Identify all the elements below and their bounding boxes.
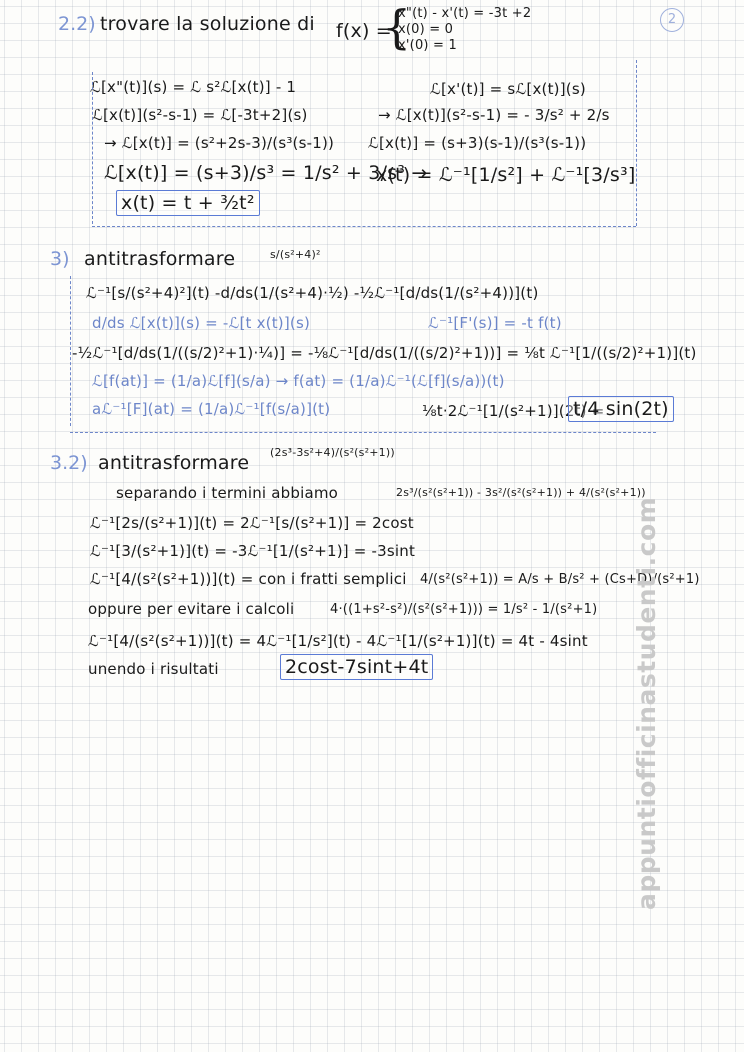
split-terms-text: separando i termini abbiamo xyxy=(116,484,339,502)
inverse-fraction-result: ℒ⁻¹[4/(s²(s²+1))](t) = 4ℒ⁻¹[1/s²](t) - 4ℒ⁻¹[1/(s²+1)](t) = 4t - 4sint xyxy=(88,632,588,650)
inverse-laplace-start-3: ℒ⁻¹[s/(s²+4)²](t) -d/ds(1/(s²+4)·½) -½ℒ⁻¹[d/ds(1/(s²+4))](t) xyxy=(86,284,539,302)
partial-fractions-form: 4/(s²(s²+1)) = A/s + B/s² + (Cs+D)/(s²+1) xyxy=(420,572,700,587)
function-label: f(x) = xyxy=(336,20,392,42)
derivative-inverse-property: ℒ⁻¹[F'(s)] = -t f(t) xyxy=(428,314,562,332)
laplace-solution-fraction: → ℒ[x(t)] = (s²+2s-3)/(s³(s-1)) xyxy=(104,134,335,152)
inverse-fraction-term: ℒ⁻¹[4/(s²(s²+1))](t) = con i fratti semplici xyxy=(90,570,407,588)
alternative-text: oppure per evitare i calcoli xyxy=(88,600,295,618)
frame-bottom-3 xyxy=(70,432,656,433)
laplace-first-derivative: ℒ[x'(t)] = sℒ[x(t)](s) xyxy=(430,80,586,98)
system-brace: { xyxy=(382,0,412,54)
laplace-second-derivative: ℒ[x"(t)](s) = ℒ s²ℒ[x(t)] - 1 xyxy=(90,78,297,96)
inverse-sin-term: ℒ⁻¹[3/(s²+1)](t) = -3ℒ⁻¹[1/(s²+1)] = -3sint xyxy=(90,542,416,560)
result-box-3-2: 2cost-7sint+4t xyxy=(280,654,433,680)
page-number: 2 xyxy=(660,8,684,32)
frame-left-3 xyxy=(70,276,71,426)
inverse-cos-term: ℒ⁻¹[2s/(s²+1)](t) = 2ℒ⁻¹[s/(s²+1)] = 2cost xyxy=(90,514,414,532)
result-2-2 xyxy=(116,192,260,214)
system-equation-3: x'(0) = 1 xyxy=(398,38,457,53)
alternative-expression: 4·((1+s²-s²)/(s²(s²+1))) = 1/s² - 1/(s²+1) xyxy=(330,602,598,617)
frame-right-2-2 xyxy=(636,60,637,226)
section-number-2-2: 2.2) xyxy=(58,13,96,35)
combine-results-text: unendo i risultati xyxy=(88,660,219,678)
inverse-laplace-scaling-3: -½ℒ⁻¹[d/ds(1/((s/2)²+1)·¼)] = -⅛ℒ⁻¹[d/ds(1/((s/2)²+1))] = ⅛t ℒ⁻¹[1/((s/2)²+1)](t) xyxy=(72,344,697,362)
section-title-3: antitrasformare xyxy=(84,248,236,270)
laplace-partial-fractions: ℒ[x(t)] = (s+3)/s³ = 1/s² + 3/s³ → xyxy=(104,162,428,184)
section-title-3-2: antitrasformare xyxy=(98,452,250,474)
section-number-3: 3) xyxy=(50,248,70,270)
laplace-solution-factored: ℒ[x(t)] = (s+3)(s-1)/(s³(s-1)) xyxy=(368,134,587,152)
final-step-3: ⅛t·2ℒ⁻¹[1/(s²+1)](2t) = xyxy=(422,402,605,420)
frame-bottom-2-2 xyxy=(92,226,636,227)
scaling-property: ℒ[f(at)] = (1/a)ℒ[f](s/a) → f(at) = (1/a)ℒ⁻¹(ℒ[f](s/a))(t) xyxy=(92,372,505,390)
derivative-property: d/ds ℒ[x(t)](s) = -ℒ[t x(t)](s) xyxy=(92,314,311,332)
watermark: appuntiofficinastudenti.com xyxy=(632,496,661,910)
inverse-laplace-sum: x(t) = ℒ⁻¹[1/s²] + ℒ⁻¹[3/s³] xyxy=(376,164,636,186)
system-equation-2: x(0) = 0 xyxy=(398,22,454,37)
result-box-3: t/4 sin(2t) xyxy=(568,396,674,422)
laplace-equation-substituted: ℒ[x(t)](s²-s-1) = ℒ[-3t+2](s) xyxy=(92,106,308,124)
section-title-2-2: trovare la soluzione di xyxy=(100,13,315,35)
result-box-2-2: x(t) = t + ³⁄₂t² xyxy=(116,190,260,216)
split-terms-expression: 2s³/(s²(s²+1)) - 3s²/(s²(s²+1)) + 4/(s²(s²+1)) xyxy=(396,486,646,499)
section-number-3-2: 3.2) xyxy=(50,452,88,474)
result-3 xyxy=(568,398,674,420)
result-3-2 xyxy=(280,656,433,678)
laplace-equation-rhs: → ℒ[x(t)](s²-s-1) = - 3/s² + 2/s xyxy=(378,106,610,124)
frame-left-2-2 xyxy=(92,72,93,224)
section-fraction-3: s/(s²+4)² xyxy=(270,248,321,261)
section-fraction-3-2: (2s³-3s²+4)/(s²(s²+1)) xyxy=(270,446,395,459)
system-equation-1: x"(t) - x'(t) = -3t +2 xyxy=(398,6,532,21)
scaling-inverse-property: aℒ⁻¹[F](at) = (1/a)ℒ⁻¹[f(s/a)](t) xyxy=(92,400,331,418)
